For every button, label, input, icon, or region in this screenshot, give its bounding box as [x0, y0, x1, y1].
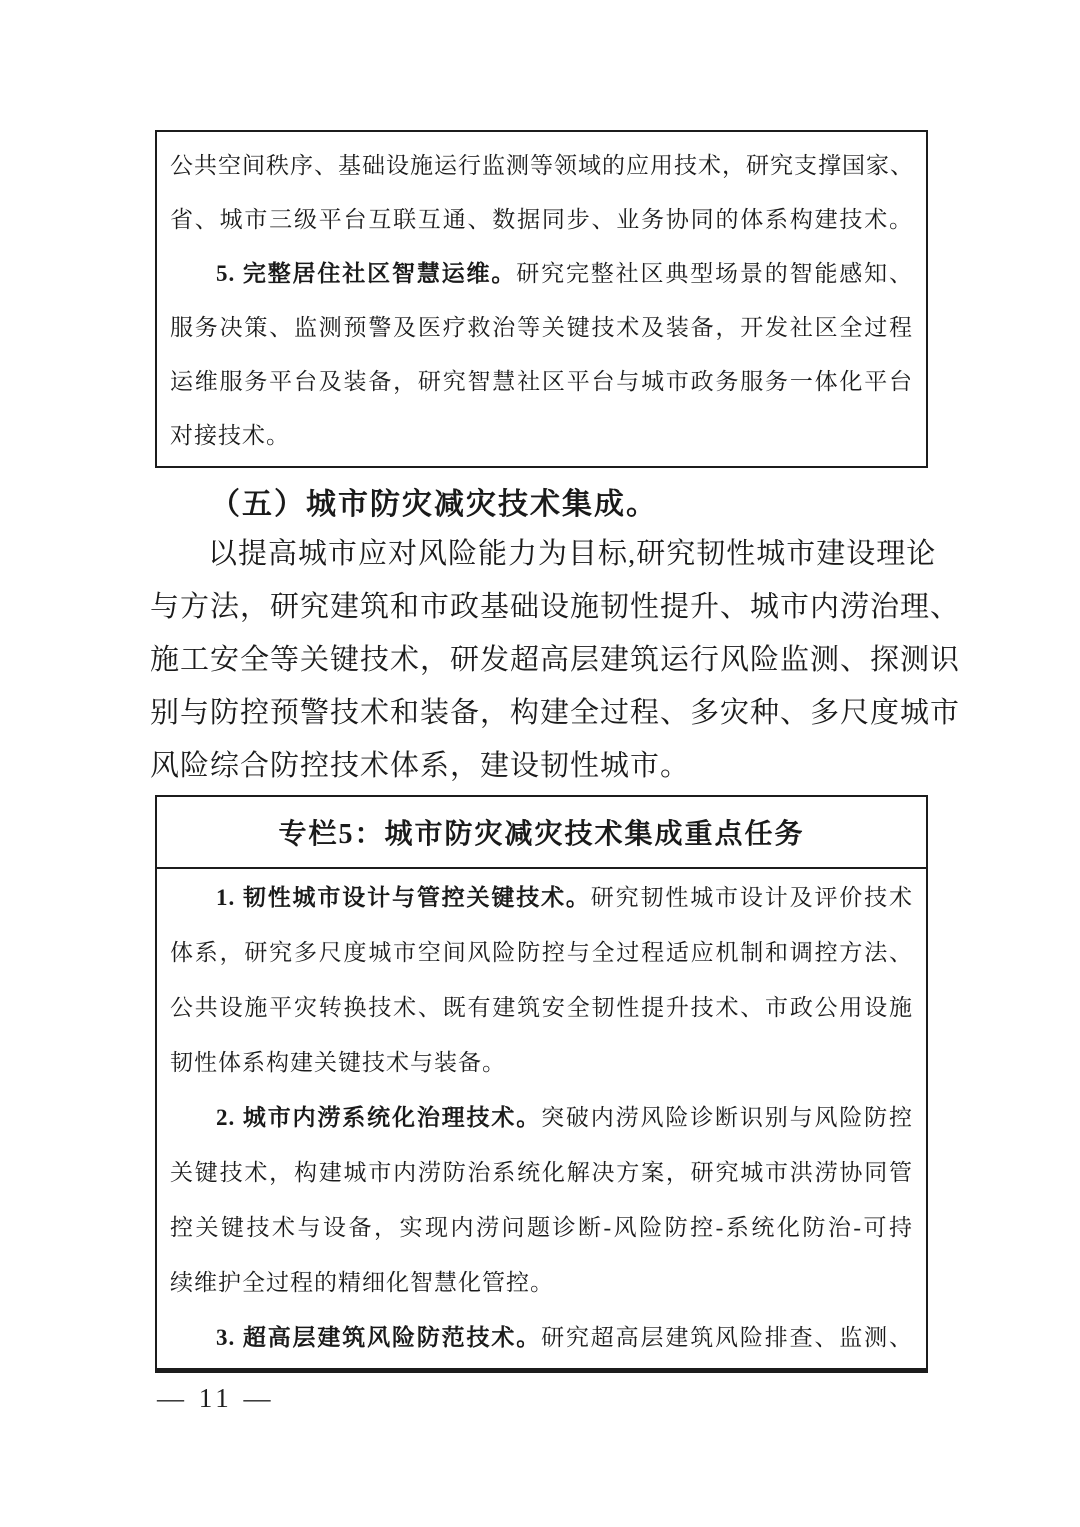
box2-line: 韧性体系构建关键技术与装备。 — [170, 1050, 506, 1075]
column-box-5-body — [157, 869, 926, 1365]
box1-item5-label: 5. 完整居住社区智慧运维。 — [216, 261, 517, 286]
column-box-5 — [155, 795, 928, 1373]
paragraph-line: 施工安全等关键技术，研发超高层建筑运行风险监测、探测识 — [150, 644, 961, 676]
paragraph-line: 风险综合防控技术体系，建设韧性城市。 — [150, 750, 691, 782]
box2-item1-label: 1. 韧性城市设计与管控关键技术。 — [216, 885, 591, 910]
section-paragraph — [150, 528, 961, 793]
section-heading: （五）城市防灾减灾技术集成。 — [210, 488, 658, 521]
box1-line: 运维服务平台及装备，研究智慧社区平台与城市政务服务一体化平台 — [170, 369, 913, 394]
box1-item5-lead: 研究完整社区典型场景的智能感知、 — [516, 261, 914, 286]
box2-item1-line — [170, 870, 913, 925]
box2-line: 关键技术，构建城市内涝防治系统化解决方案，研究城市洪涝协同管 — [170, 1160, 913, 1185]
page-number: — 11 — — [157, 1383, 275, 1413]
box2-line: 控关键技术与设备，实现内涝问题诊断-风险防控-系统化防治-可持 — [170, 1215, 913, 1240]
box2-line: 体系，研究多尺度城市空间风险防控与全过程适应机制和调控方法、 — [170, 940, 913, 965]
box2-item2-line — [170, 1090, 913, 1145]
box2-item3-line — [170, 1310, 913, 1365]
paragraph-line: 与方法，研究建筑和市政基础设施韧性提升、城市内涝治理、 — [150, 591, 961, 623]
box2-line: 公共设施平灾转换技术、既有建筑安全韧性提升技术、市政公用设施 — [170, 995, 913, 1020]
box2-item2-lead: 突破内涝风险诊断识别与风险防控 — [541, 1105, 914, 1130]
box1-line: 服务决策、监测预警及医疗救治等关键技术及装备，开发社区全过程 — [170, 315, 913, 340]
box1-line: 对接技术。 — [170, 423, 290, 448]
paragraph-line: 以提高城市应对风险能力为目标,研究韧性城市建设理论 — [208, 538, 937, 570]
box1-item5-line — [170, 247, 913, 301]
box2-item2-label: 2. 城市内涝系统化治理技术。 — [216, 1105, 542, 1130]
box2-item1-lead: 研究韧性城市设计及评价技术 — [590, 885, 914, 910]
column-box-previous — [155, 130, 928, 468]
box1-line: 公共空间秩序、基础设施运行监测等领域的应用技术，研究支撑国家、 — [170, 153, 914, 178]
paragraph-line: 别与防控预警技术和装备，构建全过程、多灾种、多尺度城市 — [150, 697, 961, 729]
box2-item3-lead: 研究超高层建筑风险排查、监测、 — [541, 1325, 914, 1350]
column-box-5-title: 专栏5：城市防灾减灾技术集成重点任务 — [278, 819, 805, 850]
box2-line: 续维护全过程的精细化智慧化管控。 — [170, 1270, 554, 1295]
box1-line: 省、城市三级平台互联互通、数据同步、业务协同的体系构建技术。 — [170, 207, 913, 232]
box2-item3-label: 3. 超高层建筑风险防范技术。 — [216, 1325, 542, 1350]
column-box-5-title-row — [157, 797, 926, 869]
